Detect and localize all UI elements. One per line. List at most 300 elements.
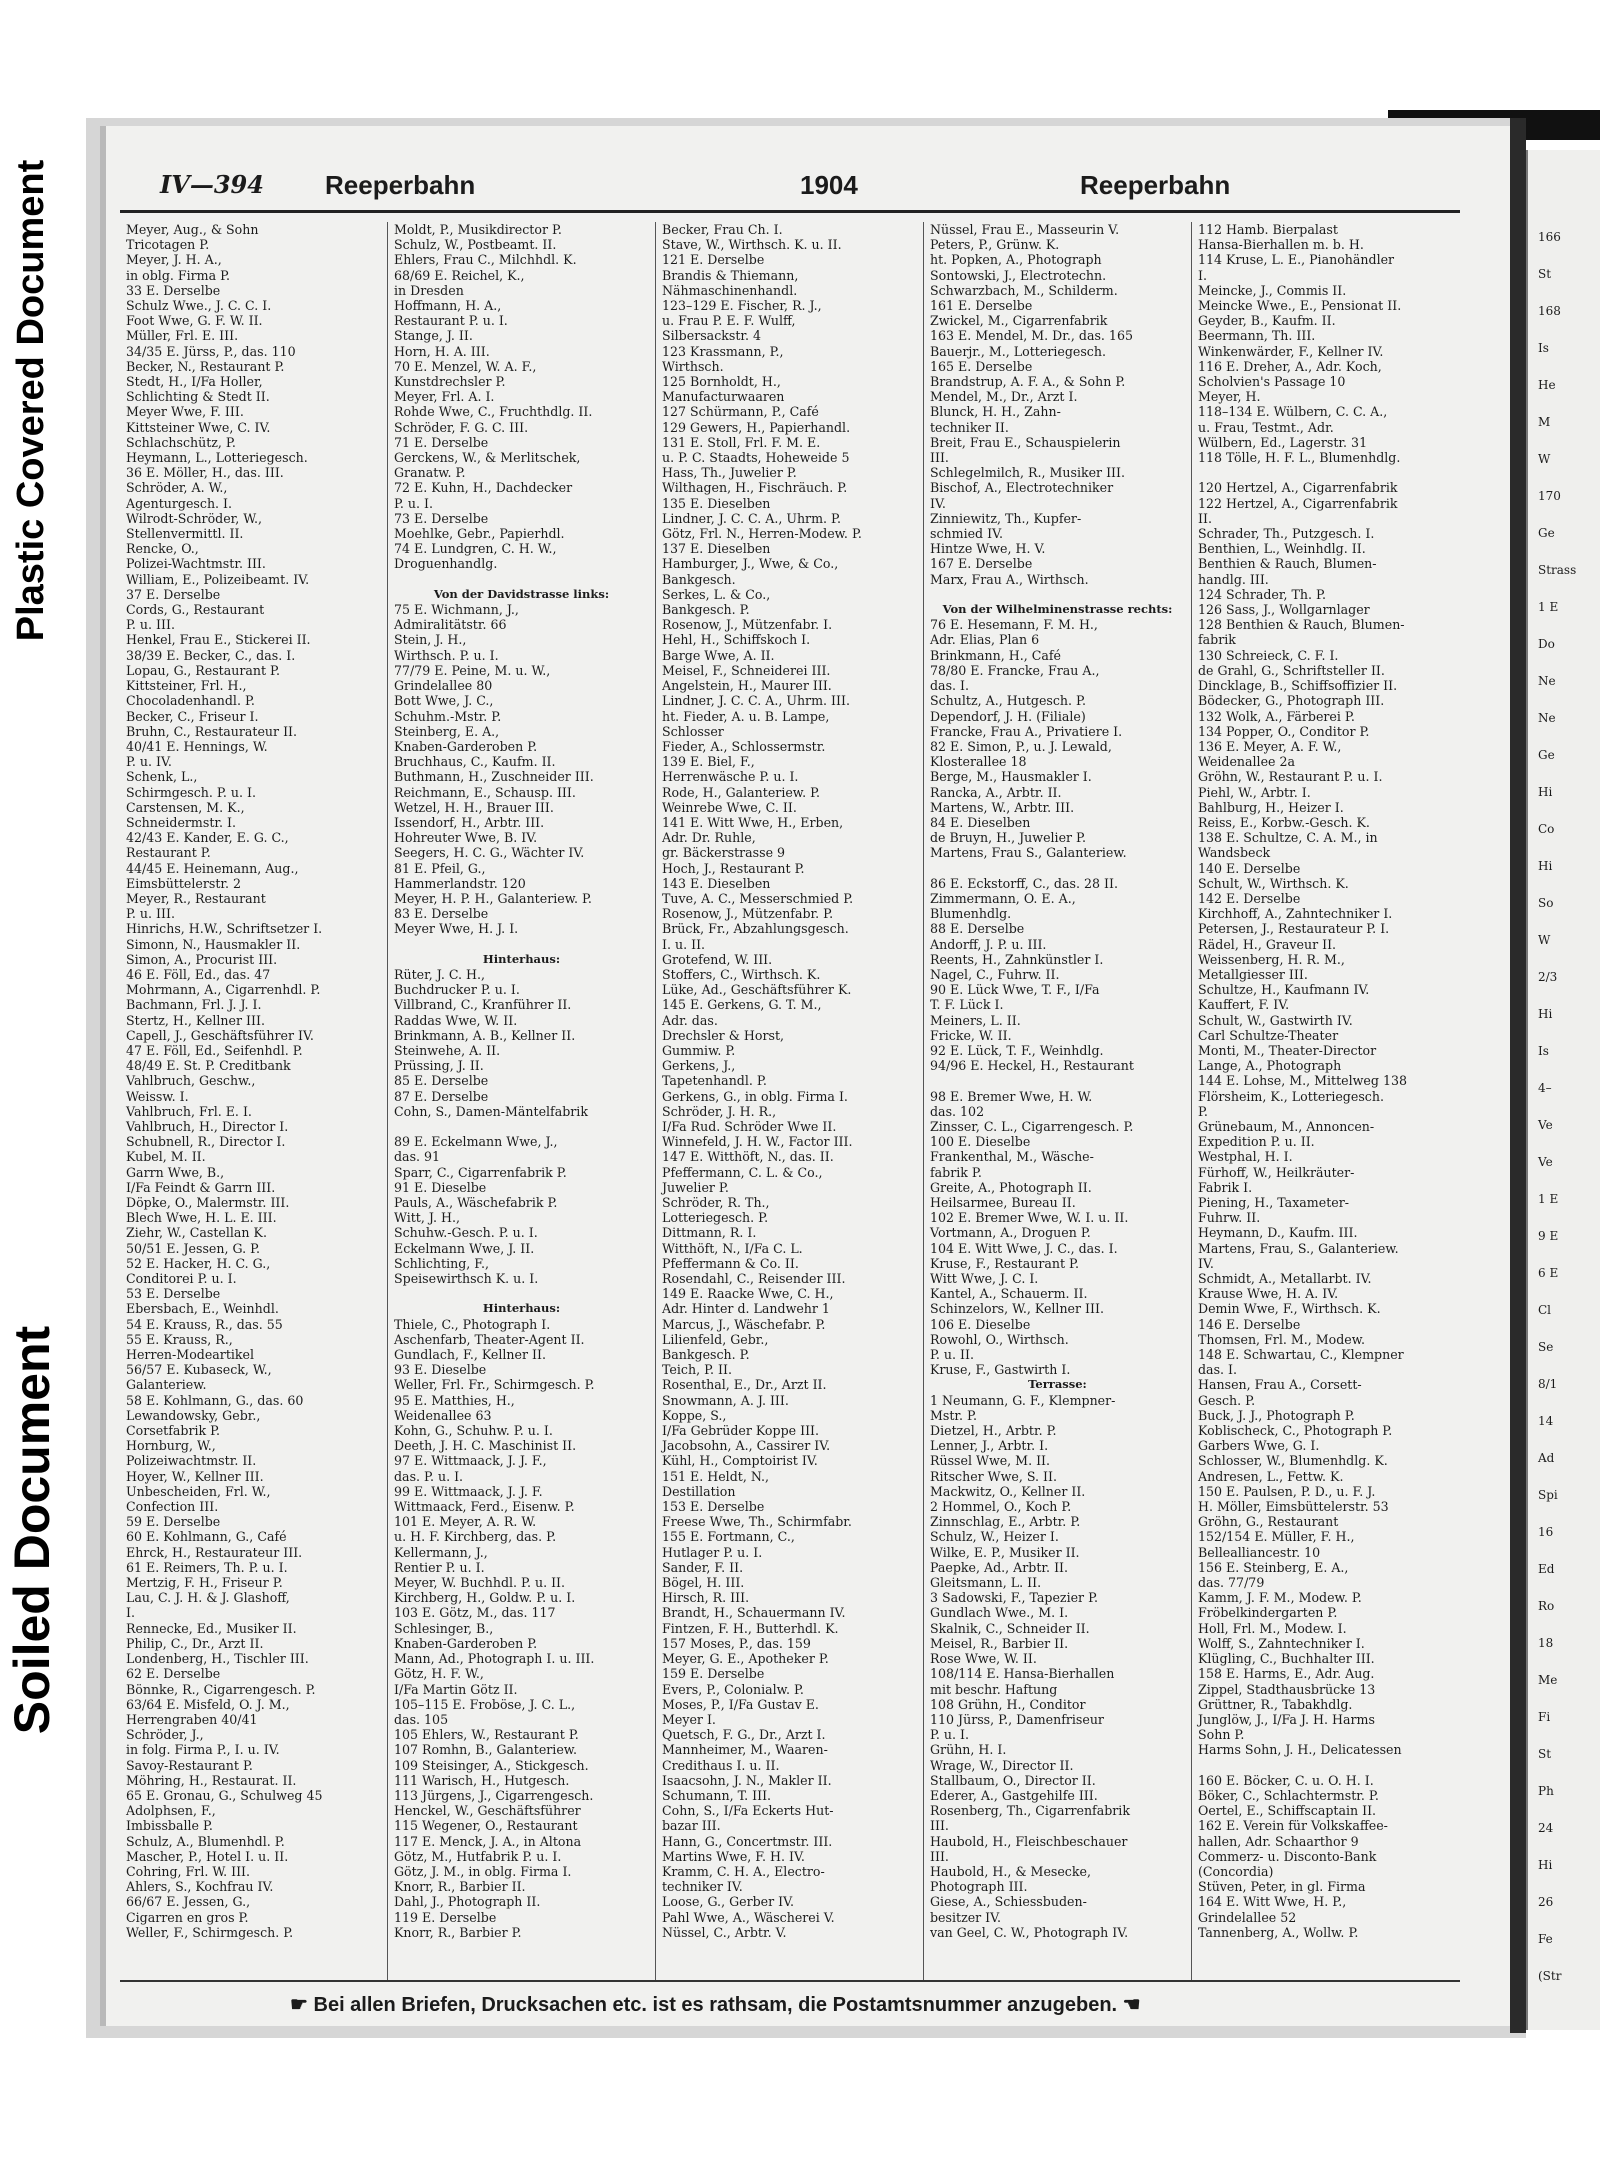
directory-entry: Grindelallee 52 xyxy=(1198,1909,1297,1925)
directory-entry: 86 E. Eckstorff, C., das. 28 II. xyxy=(930,875,1118,891)
directory-entry: 71 E. Derselbe xyxy=(394,434,489,450)
directory-entry: Schenk, L., xyxy=(126,769,198,785)
directory-entry xyxy=(394,1119,649,1134)
directory-entry: Grindelallee 80 xyxy=(394,678,493,694)
directory-entry: Nüssel, C., Arbtr. V. xyxy=(662,1924,787,1940)
directory-entry: fabrik xyxy=(1198,632,1236,648)
directory-entry: Westphal, H. I. xyxy=(1198,1149,1293,1165)
directory-entry: 56/57 E. Kubaseck, W., xyxy=(126,1362,272,1378)
directory-entry: Dietzel, H., Arbtr. P. xyxy=(930,1423,1057,1439)
directory-entry: Fieder, A., Schlossermstr. xyxy=(662,738,826,754)
directory-entry: 125 Bornholdt, H., xyxy=(662,374,781,390)
directory-entry: I/Fa Feindt & Garrn III. xyxy=(126,1179,276,1195)
plastic-covered-text: Plastic Covered Document xyxy=(10,159,53,641)
adjacent-page-fragment: Ne xyxy=(1538,711,1556,725)
directory-entry: Harms Sohn, J. H., Delicatessen xyxy=(1198,1742,1402,1758)
directory-entry: 107 Romhn, B., Galanteriew. xyxy=(394,1742,578,1758)
directory-entry: Commerz- u. Disconto-Bank xyxy=(1198,1848,1377,1864)
directory-entry: Wilke, E. P., Musiker II. xyxy=(930,1544,1080,1560)
directory-entry: ht. Popken, A., Photograph xyxy=(930,252,1102,268)
directory-entry: 160 E. Böcker, C. u. O. H. I. xyxy=(1198,1772,1374,1788)
directory-entry: III. xyxy=(930,1818,949,1834)
directory-entry: Böker, C., Schlachtermstr. P. xyxy=(1198,1787,1379,1803)
adjacent-page-fragment: Se xyxy=(1538,1340,1554,1354)
directory-entry: Seegers, H. C. G., Wächter IV. xyxy=(394,845,585,861)
directory-entry: Piening, H., Taxameter- xyxy=(1198,1195,1349,1210)
directory-entry: 59 E. Derselbe xyxy=(126,1514,221,1530)
directory-entry: 93 E. Dieselbe xyxy=(394,1362,487,1378)
directory-entry: Beermann, Th. III. xyxy=(1198,328,1316,344)
directory-entry: Zinnschlag, E., Arbtr. P. xyxy=(930,1514,1081,1530)
directory-entry: u. Frau P. E. F. Wulff, xyxy=(662,313,796,329)
directory-entry: Flörsheim, K., Lotteriegesch. xyxy=(1198,1088,1384,1104)
soiled-document-text: Soiled Document xyxy=(4,1325,60,1735)
adjacent-page-fragment: Fi xyxy=(1538,1710,1551,1724)
directory-column-5 xyxy=(1192,222,1460,1982)
adjacent-page-fragment: Spi xyxy=(1538,1488,1558,1502)
directory-entry: Marcus, J., Wäschefabr. P. xyxy=(662,1316,826,1332)
directory-entry: 134 Popper, O., Conditor P. xyxy=(1198,723,1370,739)
directory-entry: Herrengraben 40/41 xyxy=(126,1711,258,1727)
adjacent-page-fragment: Ve xyxy=(1538,1155,1553,1169)
directory-entry: Hornburg, W., xyxy=(126,1438,216,1454)
adjacent-page-fragment: Ne xyxy=(1538,674,1556,688)
directory-entry: Hansen, Frau A., Corsett- xyxy=(1198,1377,1362,1393)
directory-entry: Geyder, B., Kaufm. II. xyxy=(1198,313,1336,329)
directory-entry: IV. xyxy=(1198,1255,1214,1271)
directory-entry: 48/49 E. St. P. Creditbank xyxy=(126,1058,291,1074)
directory-entry: Weissenberg, H. R. M., xyxy=(1198,951,1345,967)
directory-entry: 137 E. Dieselben xyxy=(662,541,771,557)
directory-entry: 77/79 E. Peine, M. u. W., xyxy=(394,662,551,678)
footer-text: Bei allen Briefen, Drucksachen etc. ist es rathsam, die Postamtsnummer anzugeben. xyxy=(313,1994,1118,2016)
directory-entry: Simon, A., Procurist III. xyxy=(126,951,278,967)
directory-entry: Meincke Wwe., E., Pensionat II. xyxy=(1198,298,1402,314)
directory-entry: 55 E. Krauss, R., xyxy=(126,1331,233,1347)
directory-entry: 136 E. Meyer, A. F. W., xyxy=(1198,738,1342,754)
directory-entry: Benthien, L., Weinhdlg. II. xyxy=(1198,541,1366,557)
directory-entry: Wolff, S., Zahntechniker I. xyxy=(1198,1635,1365,1651)
directory-entry: Kubel, M. II. xyxy=(126,1149,206,1165)
directory-entry: Gesch. P. xyxy=(1198,1392,1256,1408)
directory-entry: Schulz, A., Blumenhdl. P. xyxy=(126,1833,285,1849)
directory-entry: Hehl, H., Schiffskoch I. xyxy=(662,632,811,648)
directory-entry: hallen, Adr. Schaarthor 9 xyxy=(1198,1833,1359,1849)
directory-entry: H. Möller, Eimsbüttelerstr. 53 xyxy=(1198,1499,1389,1515)
directory-entry: Wilthagen, H., Fischräuch. P. xyxy=(662,480,848,496)
directory-entry: Cohring, Frl. W. III. xyxy=(126,1863,251,1879)
directory-entry: Kamm, J. F. M., Modew. P. xyxy=(1198,1590,1362,1606)
directory-entry: Haubold, H., Fleischbeschauer xyxy=(930,1833,1128,1849)
directory-entry: Meyer Wwe, F. III. xyxy=(126,404,244,420)
directory-entry: Krause Wwe, H. A. IV. xyxy=(1198,1286,1339,1302)
directory-entry: 124 Schrader, Th. P. xyxy=(1198,586,1326,602)
directory-entry: Witt Wwe, J. C. I. xyxy=(930,1271,1039,1287)
adjacent-page-fragment: W xyxy=(1538,452,1551,466)
adjacent-page-fragment: Is xyxy=(1538,341,1549,355)
directory-entry: Schlosser xyxy=(662,723,724,739)
directory-entry: schmied IV. xyxy=(930,526,1003,542)
directory-entry: Ahlers, S., Kochfrau IV. xyxy=(126,1879,274,1895)
directory-entry: Peters, P., Grünw. K. xyxy=(930,237,1060,253)
directory-entry: 127 Schürmann, P., Café xyxy=(662,404,819,420)
directory-entry: 100 E. Dieselbe xyxy=(930,1134,1031,1150)
directory-entry: Lange, A., Photograph xyxy=(1198,1058,1342,1074)
directory-entry: Schlichting, F., xyxy=(394,1255,490,1271)
directory-entry: Rencke, O., xyxy=(126,541,199,557)
directory-entry: Freese Wwe, Th., Schirmfabr. xyxy=(662,1514,852,1530)
directory-entry: 123 Krassmann, P., xyxy=(662,343,784,359)
adjacent-page-fragment: Hi xyxy=(1538,1007,1553,1021)
directory-entry xyxy=(930,587,1185,602)
directory-entry: Wirthsch. P. u. I. xyxy=(394,647,499,663)
directory-entry: u. Frau, Testmt., Adr. xyxy=(1198,419,1334,435)
directory-entry: Döpke, O., Malermstr. III. xyxy=(126,1195,290,1210)
directory-entry: Hass, Th., Juwelier P. xyxy=(662,465,797,481)
header-year: 1904 xyxy=(800,170,858,200)
directory-entry: 112 Hamb. Bierpalast xyxy=(1198,222,1338,237)
directory-entry: Rüter, J. C. H., xyxy=(394,966,486,982)
directory-entry: Gleitsmann, L. II. xyxy=(930,1575,1042,1591)
directory-entry: Buchdrucker P. u. I. xyxy=(394,982,520,998)
directory-entry: Thomsen, Frl. M., Modew. xyxy=(1198,1331,1366,1347)
directory-entry: Stüven, Peter, in gl. Firma xyxy=(1198,1879,1366,1895)
directory-entry: Martins Wwe, F. H. IV. xyxy=(662,1848,805,1864)
directory-entry: Wirthsch. xyxy=(662,358,724,374)
directory-entry: Schlesinger, B., xyxy=(394,1620,494,1636)
directory-entry: P. u. IV. xyxy=(126,754,172,770)
directory-entry: 54 E. Krauss, R., das. 55 xyxy=(126,1316,283,1332)
directory-entry: Meyer Wwe, H. J. I. xyxy=(394,921,519,937)
adjacent-page-fragment: Ve xyxy=(1538,1118,1553,1132)
directory-entry: Londenberg, H., Tischler III. xyxy=(126,1651,309,1667)
directory-entry: 149 E. Raacke Wwe, C. H., xyxy=(662,1286,834,1302)
directory-entry: besitzer IV. xyxy=(930,1909,1002,1925)
directory-entry: techniker IV. xyxy=(662,1879,743,1895)
directory-entry: Schinzelors, W., Kellner III. xyxy=(930,1301,1104,1317)
directory-entry: Vahlbruch, H., Director I. xyxy=(126,1118,289,1134)
directory-entry: Pauls, A., Wäschefabrik P. xyxy=(394,1195,558,1210)
directory-entry xyxy=(1198,465,1454,480)
directory-entry: Jacobsohn, A., Cassirer IV. xyxy=(662,1438,831,1454)
directory-entry: I. u. II. xyxy=(662,936,706,952)
directory-entry: Teich, P. II. xyxy=(662,1362,732,1378)
directory-entry: Kantel, A., Schauerm. II. xyxy=(930,1286,1088,1302)
directory-entry: bazar III. xyxy=(662,1818,721,1834)
directory-entry: Chocoladenhandl. P. xyxy=(126,693,255,709)
directory-entry: Destillation xyxy=(662,1483,736,1499)
directory-entry: Lotteriegesch. P. xyxy=(662,1210,769,1226)
directory-entry: Zimmermann, O. E. A., xyxy=(930,890,1076,906)
directory-entry: Grüttner, R., Tabakhdlg. xyxy=(1198,1696,1353,1712)
directory-entry: 114 Kruse, L. E., Pianohändler xyxy=(1198,252,1395,268)
directory-entry: 104 E. Witt Wwe, J. C., das. I. xyxy=(930,1240,1118,1256)
directory-entry: 46 E. Föll, Ed., das. 47 xyxy=(126,966,271,982)
directory-entry: P. u. I. xyxy=(394,495,434,511)
directory-entry: Villbrand, C., Kranführer II. xyxy=(394,997,572,1013)
directory-entry: Confection III. xyxy=(126,1499,219,1515)
directory-entry: Andresen, L., Fettw. K. xyxy=(1198,1468,1344,1484)
directory-entry: 98 E. Bremer Wwe, H. W. xyxy=(930,1088,1093,1104)
directory-entry: 153 E. Derselbe xyxy=(662,1499,765,1515)
directory-entry: 146 E. Derselbe xyxy=(1198,1316,1301,1332)
directory-entry: Terrasse: xyxy=(1028,1377,1087,1392)
directory-entry: 44/45 E. Heinemann, Aug., xyxy=(126,860,299,876)
directory-entry: in Dresden xyxy=(394,282,464,298)
directory-entry: Vortmann, A., Droguen P. xyxy=(930,1225,1091,1241)
directory-entry: Martens, Frau S., Galanteriew. xyxy=(930,845,1127,861)
directory-entry: Lilienfeld, Gebr., xyxy=(662,1331,769,1347)
directory-entry: Herrenwäsche P. u. I. xyxy=(662,769,799,785)
directory-entry: Schuhm.-Mstr. P. xyxy=(394,708,502,724)
directory-entry: Bankgesch. P. xyxy=(662,602,750,618)
directory-entry: 135 E. Dieselben xyxy=(662,495,771,511)
directory-entry: Schrader, Th., Putzgesch. I. xyxy=(1198,526,1375,542)
adjacent-page-fragment: Ad xyxy=(1538,1451,1555,1465)
adjacent-page-fragment: Ge xyxy=(1538,748,1555,762)
directory-entry: Kramm, C. H. A., Electro- xyxy=(662,1863,825,1879)
directory-entry: 60 E. Kohlmann, G., Café xyxy=(126,1529,287,1545)
directory-entry: Hammerlandstr. 120 xyxy=(394,875,526,891)
directory-entry: Gerkens, J., xyxy=(662,1058,736,1074)
directory-entry: 70 E. Menzel, W. A. F., xyxy=(394,358,537,374)
directory-entry: Steinberg, E. A., xyxy=(394,723,500,739)
directory-entry: Andorff, J. P. u. III. xyxy=(930,936,1047,952)
directory-entry: Sontowski, J., Electrotechn. xyxy=(930,267,1107,283)
directory-entry: Wandsbeck xyxy=(1198,845,1271,861)
directory-entry: Haubold, H., & Mesecke, xyxy=(930,1863,1091,1879)
directory-entry: 88 E. Derselbe xyxy=(930,921,1025,937)
directory-entry: Stave, W., Wirthsch. K. u. II. xyxy=(662,237,842,253)
directory-entry: Koppe, S., xyxy=(662,1407,727,1423)
adjacent-page-fragment: 24 xyxy=(1538,1821,1554,1835)
directory-entry: Gerkens, G., in oblg. Firma I. xyxy=(662,1088,848,1104)
directory-entry: Adolphsen, F., xyxy=(126,1803,216,1819)
directory-entry: Rüssel Wwe, M. II. xyxy=(930,1453,1051,1469)
directory-entry: Frankenthal, M., Wäsche- xyxy=(930,1149,1094,1165)
directory-entry: Heilsarmee, Bureau II. xyxy=(930,1195,1076,1210)
adjacent-page-fragment: Cl xyxy=(1538,1303,1552,1317)
directory-entry: das. 102 xyxy=(930,1103,985,1119)
directory-entry: Mstr. P. xyxy=(930,1407,977,1423)
directory-entry: Gröhn, W., Restaurant P. u. I. xyxy=(1198,769,1383,785)
directory-entry: Knorr, R., Barbier P. xyxy=(394,1924,522,1940)
directory-entry: 123–129 E. Fischer, R. J., xyxy=(662,298,822,314)
directory-entry: u. P. C. Staadts, Hoheweide 5 xyxy=(662,450,850,466)
directory-entry: Adr. das. xyxy=(662,1012,718,1028)
directory-entry: Klosterallee 18 xyxy=(930,754,1027,770)
directory-entry: Gundlach, F., Kellner II. xyxy=(394,1347,546,1363)
directory-entry: Droguenhandlg. xyxy=(394,556,498,572)
directory-entry: Junglöw, J., I/Fa J. H. Harms xyxy=(1198,1711,1375,1727)
directory-entry: Stertz, H., Kellner III. xyxy=(126,1012,265,1028)
directory-entry: 159 E. Derselbe xyxy=(662,1666,765,1682)
directory-entry: Tricotagen P. xyxy=(126,237,210,253)
directory-entry: 2 Hommel, O., Koch P. xyxy=(930,1499,1072,1515)
header-rule xyxy=(120,210,1460,213)
directory-entry: Meisel, R., Barbier II. xyxy=(930,1635,1069,1651)
directory-entry: 115 Wegener, O., Restaurant xyxy=(394,1818,578,1834)
directory-entry: 58 E. Kohlmann, G., das. 60 xyxy=(126,1392,304,1408)
directory-entry xyxy=(1198,1758,1454,1773)
directory-entry: Berge, M., Hausmakler I. xyxy=(930,769,1092,785)
adjacent-page-fragment: Hi xyxy=(1538,859,1553,873)
adjacent-page-fragment: Hi xyxy=(1538,785,1553,799)
directory-entry: I/Fa Rud. Schröder Wwe II. xyxy=(662,1118,837,1134)
directory-entry: Müller, Frl. E. III. xyxy=(126,328,239,344)
adjacent-page-fragment: Ph xyxy=(1538,1784,1554,1798)
directory-entry: Lau, C. J. H. & J. Glashoff, xyxy=(126,1590,290,1606)
directory-entry: 65 E. Gronau, G., Schulweg 45 xyxy=(126,1787,323,1803)
directory-entry: 143 E. Dieselben xyxy=(662,875,771,891)
directory-entry: Bahlburg, H., Heizer I. xyxy=(1198,799,1344,815)
directory-entry: Ritscher Wwe, S. II. xyxy=(930,1468,1057,1484)
adjacent-page-fragment: Co xyxy=(1538,822,1555,836)
directory-entry: 145 E. Gerkens, G. T. M., xyxy=(662,997,822,1013)
directory-entry: Tuve, A. C., Messerschmied P. xyxy=(662,890,854,906)
directory-entry: das. 91 xyxy=(394,1149,441,1165)
directory-entry: 118 Tölle, H. F. L., Blumenhdlg. xyxy=(1198,450,1401,466)
directory-entry: Knaben-Garderoben P. xyxy=(394,738,538,754)
directory-entry: 120 Hertzel, A., Cigarrenfabrik xyxy=(1198,480,1398,496)
directory-entry: Mannheimer, M., Waaren- xyxy=(662,1742,828,1758)
directory-entry: Metallgiesser III. xyxy=(1198,966,1308,982)
directory-entry: Stein, J. H., xyxy=(394,632,467,648)
directory-entry: Kühl, H., Comptoirist IV. xyxy=(662,1453,818,1469)
directory-entry: 147 E. Witthöft, N., das. II. xyxy=(662,1149,834,1165)
adjacent-page-fragment: W xyxy=(1538,933,1551,947)
directory-entry: Dittmann, R. I. xyxy=(662,1225,757,1241)
directory-entry: Kohn, G., Schuhw. P. u. I. xyxy=(394,1423,553,1439)
directory-entry: Rohde Wwe, C., Fruchthdlg. II. xyxy=(394,404,593,420)
directory-entry: Meiners, L. II. xyxy=(930,1012,1021,1028)
page-number: IV—394 xyxy=(160,170,264,199)
directory-entry: Gummiw. P. xyxy=(662,1042,736,1058)
directory-entry: P. xyxy=(1198,1103,1208,1119)
directory-entry: 116 E. Dreher, A., Adr. Koch, xyxy=(1198,358,1382,374)
directory-entry: Philip, C., Dr., Arzt II. xyxy=(126,1635,264,1651)
directory-entry: Giese, A., Schiessbuden- xyxy=(930,1894,1087,1910)
directory-entry: Hintze Wwe, H. V. xyxy=(930,541,1046,557)
directory-entry: 74 E. Lundgren, C. H. W., xyxy=(394,541,557,557)
directory-entry: Snowmann, A. J. III. xyxy=(662,1392,789,1408)
directory-entry: 68/69 E. Reichel, K., xyxy=(394,267,525,283)
directory-entry: Piehl, W., Arbtr. I. xyxy=(1198,784,1311,800)
directory-entry: Sohn P. xyxy=(1198,1727,1245,1743)
directory-entry: 158 E. Harms, E., Adr. Aug. xyxy=(1198,1666,1375,1682)
directory-entry: Pfeffermann, C. L. & Co., xyxy=(662,1164,823,1180)
directory-entry: Juwelier P. xyxy=(662,1179,729,1195)
directory-entry: 52 E. Hacker, H. C. G., xyxy=(126,1255,271,1271)
adjacent-page-fragment: Is xyxy=(1538,1044,1549,1058)
directory-entry: Sander, F. II. xyxy=(662,1559,744,1575)
directory-entry: das. I. xyxy=(1198,1362,1238,1378)
directory-entry: 94/96 E. Heckel, H., Restaurant xyxy=(930,1058,1134,1074)
directory-entry: Fricke, W. II. xyxy=(930,1027,1012,1043)
directory-entry: 122 Hertzel, A., Cigarrenfabrik xyxy=(1198,495,1398,511)
directory-entry: 121 E. Derselbe xyxy=(662,252,765,268)
directory-entry: Hohreuter Wwe, B. IV. xyxy=(394,830,538,846)
directory-entry: Mendel, M., Dr., Arzt I. xyxy=(930,389,1078,405)
directory-entry: Stedt, H., I/Fa Holler, xyxy=(126,374,263,390)
directory-entry: Bögel, H. III. xyxy=(662,1575,745,1591)
directory-entry: Meyer, Aug., & Sohn xyxy=(126,222,259,237)
directory-entry: Winnefeld, J. H. W., Factor III. xyxy=(662,1134,853,1150)
directory-entry: Kruse, F., Gastwirth I. xyxy=(930,1362,1071,1378)
directory-entry: Schult, W., Wirthsch. K. xyxy=(1198,875,1349,891)
adjacent-page-fragment: He xyxy=(1538,378,1556,392)
directory-entry: Zinniewitz, Th., Kupfer- xyxy=(930,510,1082,526)
directory-entry: Grünebaum, M., Annoncen- xyxy=(1198,1118,1375,1134)
directory-column-1 xyxy=(120,222,388,1982)
directory-entry: 72 E. Kuhn, H., Dachdecker xyxy=(394,480,573,496)
directory-entry: Rancka, A., Arbtr. II. xyxy=(930,784,1062,800)
directory-entry: Weller, F., Schirmgesch. P. xyxy=(126,1924,294,1940)
adjacent-page-fragment: St xyxy=(1538,1747,1552,1761)
directory-entry: Rosenow, J., Mützenfabr. I. xyxy=(662,617,833,633)
directory-entry: Martens, Frau, S., Galanteriew. xyxy=(1198,1240,1399,1256)
directory-entry: Adr. Hinter d. Landwehr 1 xyxy=(662,1301,830,1317)
directory-entry: Schulz, W., Heizer I. xyxy=(930,1529,1059,1545)
adjacent-page-fragment: 170 xyxy=(1538,489,1561,503)
directory-entry: das. 105 xyxy=(394,1711,449,1727)
directory-entry: 97 E. Wittmaack, J. J. F., xyxy=(394,1453,547,1469)
directory-entry: Rose Wwe, W. II. xyxy=(930,1651,1037,1667)
directory-entry: Kauffert, F. IV. xyxy=(1198,997,1290,1013)
directory-entry: Winkenwärder, F., Kellner IV. xyxy=(1198,343,1384,359)
directory-entry: 108/114 E. Hansa-Bierhallen xyxy=(930,1666,1115,1682)
directory-entry: Zinsser, C. L., Cigarrengesch. P. xyxy=(930,1118,1134,1134)
directory-entry: 42/43 E. Kander, E. G. C., xyxy=(126,830,289,846)
directory-entry: Petersen, J., Restaurateur P. I. xyxy=(1198,921,1390,937)
directory-entry: III. xyxy=(930,450,949,466)
directory-entry: Prüssing, J. II. xyxy=(394,1058,484,1074)
directory-entry: 53 E. Derselbe xyxy=(126,1286,221,1302)
directory-entry: Bruhn, C., Restaurateur II. xyxy=(126,723,298,739)
footer-rule xyxy=(120,1980,1460,1982)
directory-entry: Stellenvermittl. II. xyxy=(126,526,244,542)
directory-entry: Schlichting & Stedt II. xyxy=(126,389,270,405)
directory-entry: Buck, J. J., Photograph P. xyxy=(1198,1407,1355,1423)
directory-entry: Moses, P., I/Fa Gustav E. xyxy=(662,1696,819,1712)
directory-entry: Tannenberg, A., Wollw. P. xyxy=(1198,1924,1359,1940)
directory-entry: Wittmaack, Ferd., Eisenw. P. xyxy=(394,1499,575,1515)
directory-entry: Schlosser, W., Blumenhdlg. K. xyxy=(1198,1453,1388,1469)
directory-entry: Foot Wwe, G. F. W. II. xyxy=(126,313,263,329)
directory-entry: Becker, N., Restaurant P. xyxy=(126,358,285,374)
directory-entry: ht. Fieder, A. u. B. Lampe, xyxy=(662,708,830,724)
directory-entry: Nähmaschinenhandl. xyxy=(662,282,798,298)
directory-entry: Paepke, Ad., Arbtr. II. xyxy=(930,1559,1069,1575)
directory-entry: Hamburger, J., Wwe, & Co., xyxy=(662,556,839,572)
directory-entry: Schröder, R. Th., xyxy=(662,1195,770,1210)
adjacent-page-fragment: 26 xyxy=(1538,1895,1554,1909)
directory-entry: 38/39 E. Becker, C., das. I. xyxy=(126,647,296,663)
directory-entry: I/Fa Gebrüder Koppe III. xyxy=(662,1423,820,1439)
directory-entry: Simonn, N., Hausmakler II. xyxy=(126,936,301,952)
directory-entry: Blech Wwe, H. L. E. III. xyxy=(126,1210,277,1226)
directory-entry: Nagel, C., Fuhrw. II. xyxy=(930,966,1060,982)
directory-entry: Barge Wwe, A. II. xyxy=(662,647,775,663)
directory-entry: Galanteriew. xyxy=(126,1377,207,1393)
directory-entry: Mackwitz, O., Kellner II. xyxy=(930,1483,1086,1499)
directory-entry: Quetsch, F. G., Dr., Arzt I. xyxy=(662,1727,826,1743)
page-header xyxy=(120,170,1460,210)
directory-entry: Demin Wwe, F., Wirthsch. K. xyxy=(1198,1301,1381,1317)
directory-entry: 47 E. Föll, Ed., Seifenhdl. P. xyxy=(126,1042,303,1058)
directory-entry: 165 E. Derselbe xyxy=(930,358,1033,374)
directory-entry: Schirmgesch. P. u. I. xyxy=(126,784,256,800)
